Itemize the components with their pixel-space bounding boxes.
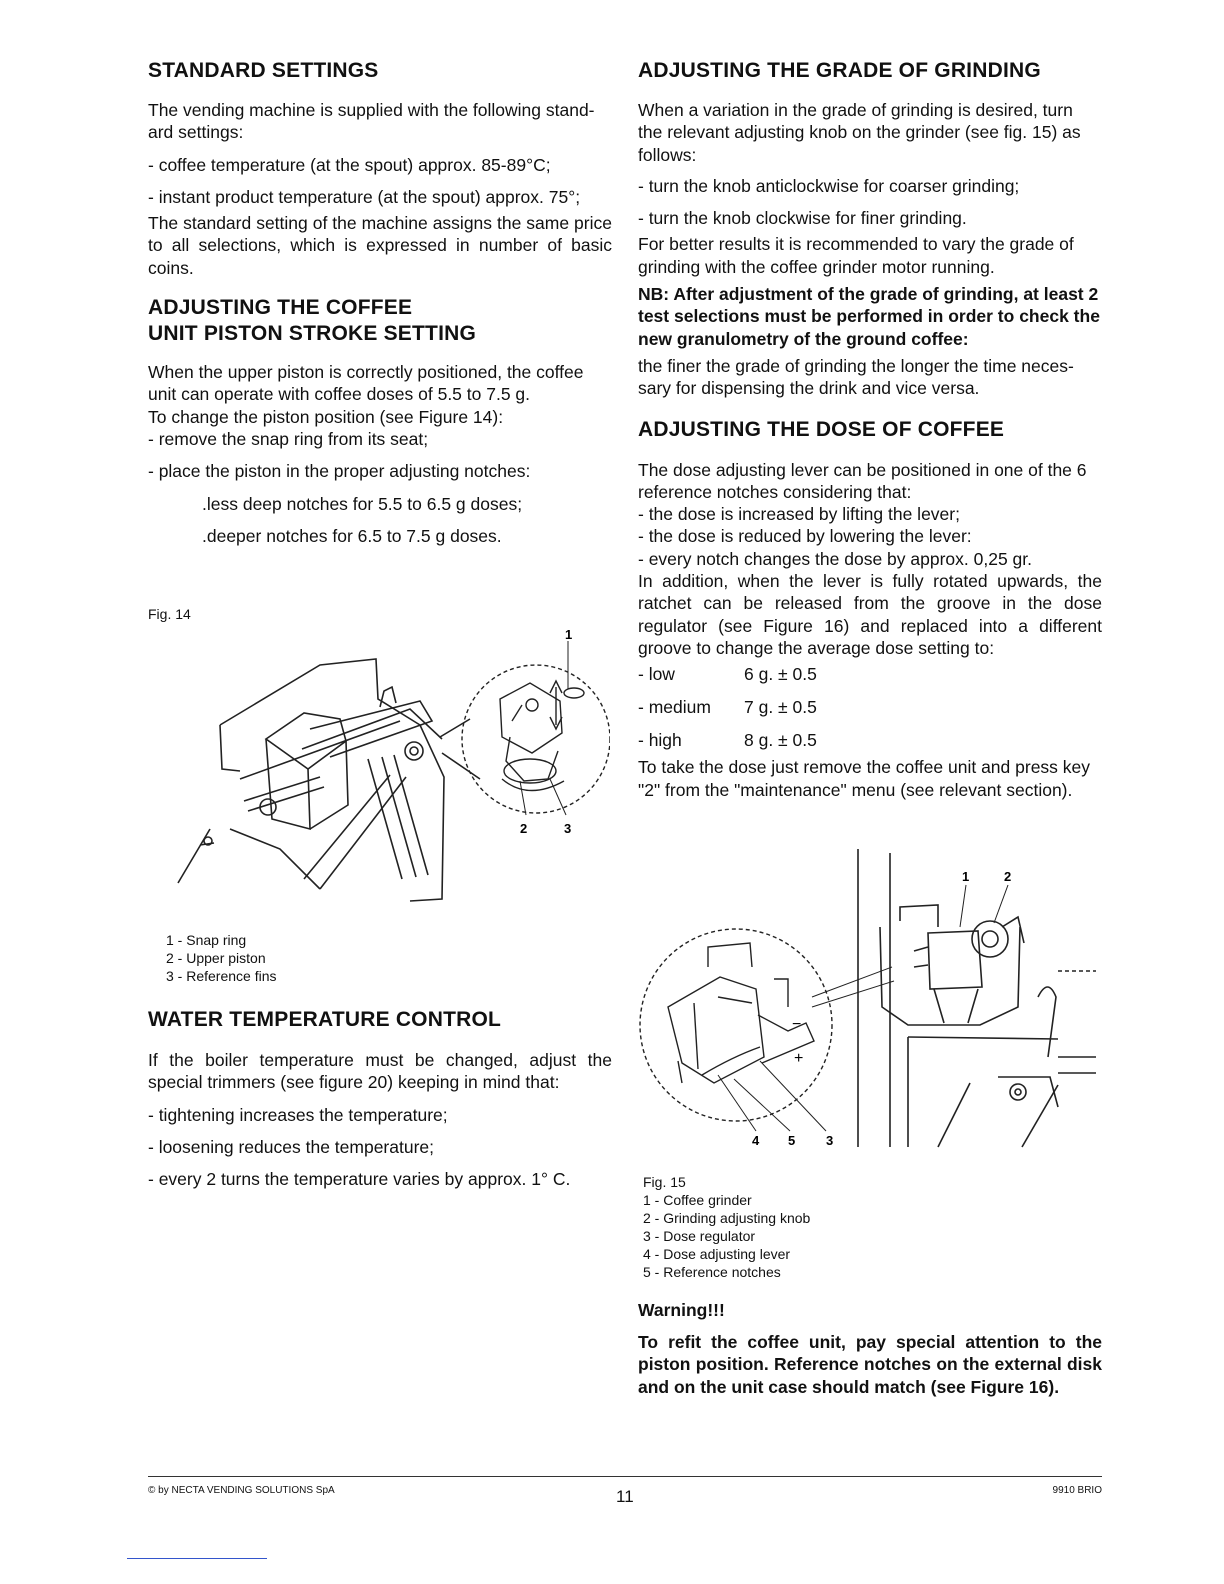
- fig15-legend-item: 5 - Reference notches: [643, 1263, 781, 1280]
- less-deep-notches-item: .less deep notches for 5.5 to 6.5 g doses;: [202, 493, 523, 514]
- detail-magnifier: [462, 665, 610, 813]
- dose-row-low: [638, 663, 1102, 685]
- grinding-heading: ADJUSTING THE GRADE OF GRINDING: [638, 59, 1041, 82]
- warning-title: Warning!!!: [638, 1299, 725, 1320]
- warning-text: To refit the coffee unit, pay special attention to the piston position. Reference notches on the external disk and on the unit case should match (see Figure 16).: [638, 1332, 1102, 1397]
- fig15-plus-sign: +: [794, 1049, 804, 1067]
- piston-intro: When the upper piston is correctly positioned, the coffee unit can operate with coffee doses of 5.5 to 7.5 g.: [148, 362, 584, 405]
- dose-intro: The dose adjusting lever can be positioned in one of the 6 reference notches considering that:: [638, 459, 1087, 502]
- dose-take-paragraph: To take the dose just remove the coffee unit and press key "2" from the "maintenance" menu (see relevant section).: [638, 757, 1091, 800]
- loosening-item: - loosening reduces the temperature;: [148, 1137, 434, 1158]
- bottom-underline: [127, 1558, 267, 1559]
- footer-copyright: © by NECTA VENDING SOLUTIONS SpA: [148, 1485, 335, 1496]
- turns-item: - every 2 turns the temperature varies by approx. 1° C.: [148, 1169, 571, 1190]
- piston-change-intro: To change the piston position (see Figure 14):: [148, 406, 504, 427]
- clockwise-item: - turn the knob clockwise for finer grinding.: [638, 208, 967, 229]
- fig14-legend: [166, 931, 612, 985]
- fig14-legend-item: 3 - Reference fins: [166, 968, 277, 985]
- grinder-drawing: [858, 849, 1096, 1147]
- fig15-illustration: [638, 847, 1102, 1167]
- fig15-label: Fig. 15: [643, 1173, 686, 1190]
- fig14-callout-1: 1: [565, 629, 573, 643]
- dose-heading: ADJUSTING THE DOSE OF COFFEE: [638, 417, 1005, 441]
- deeper-notches-item: .deeper notches for 6.5 to 7.5 g doses.: [202, 525, 502, 546]
- fig15-callout-4: 4: [752, 1132, 760, 1148]
- dose-notch-item: - every notch changes the dose by approx. 0,25 gr.: [638, 548, 1032, 569]
- dose-value: 7 g. ± 0.5: [744, 697, 817, 718]
- fig14-callout-2: 2: [520, 821, 528, 837]
- fig14-label: Fig. 14: [148, 606, 191, 623]
- grinding-nb: NB: After adjustment of the grade of grinding, at least 2 test selections must be performed in order to check the new granulometry of the ground coffee:: [638, 284, 1100, 349]
- piston-stroke-heading-line1: ADJUSTING THE COFFEE: [148, 296, 413, 320]
- dose-value: 6 g. ± 0.5: [744, 664, 817, 685]
- page-number: 11: [616, 1487, 634, 1506]
- fig15-legend-item: 3 - Dose regulator: [643, 1227, 756, 1244]
- water-temp-heading: WATER TEMPERATURE CONTROL: [148, 1008, 502, 1032]
- dose-regulator-magnifier: [640, 929, 832, 1121]
- dose-row-high: [638, 729, 1102, 751]
- fig14-legend-item: 2 - Upper piston: [166, 950, 266, 967]
- fig15-legend-item: 4 - Dose adjusting lever: [643, 1245, 791, 1262]
- fig15-legend: [643, 1191, 1102, 1281]
- dose-ratchet-paragraph: In addition, when the lever is fully rotated upwards, the ratchet can be released from the groove in the dose regulator (see Figure 16) and replaced into a different groove to change the average dose setting to:: [638, 571, 1102, 658]
- fig14-illustration: [170, 629, 610, 929]
- remove-snap-ring-item: - remove the snap ring from its seat;: [148, 428, 429, 449]
- fig15-minus-sign: −: [792, 1015, 802, 1033]
- dose-value: 8 g. ± 0.5: [744, 730, 817, 751]
- grinding-time-paragraph: the finer the grade of grinding the longer the time neces-sary for dispensing the drink and vice versa.: [638, 355, 1074, 399]
- instant-temp-item: - instant product temperature (at the spout) approx. 75°;: [148, 186, 581, 207]
- piston-stroke-heading: [148, 295, 612, 347]
- dose-label: - medium: [638, 697, 711, 718]
- dose-row-medium: [638, 696, 1102, 718]
- fig15-callout-2: 2: [1004, 868, 1012, 884]
- coffee-unit-drawing: [178, 659, 480, 901]
- standard-settings-heading: STANDARD SETTINGS: [148, 59, 379, 82]
- dose-label: - high: [638, 730, 682, 751]
- anticlockwise-item: - turn the knob anticlockwise for coarser grinding;: [638, 175, 1020, 196]
- footer-model: 9910 BRIO: [1052, 1485, 1102, 1496]
- dose-label: - low: [638, 664, 675, 685]
- right-column: [638, 58, 1102, 1398]
- water-temp-intro: If the boiler temperature must be changed, adjust the special trimmers (see figure 20) keeping in mind that:: [148, 1050, 612, 1093]
- fig15-callout-3: 3: [826, 1132, 834, 1148]
- grinding-motor-paragraph: For better results it is recommended to vary the grade of grinding with the coffee grinder motor running.: [638, 234, 1074, 277]
- fig14-leader-2: [520, 781, 526, 815]
- grinding-intro: When a variation in the grade of grinding is desired, turn the relevant adjusting knob on the grinder (see fig. 15) as follows:: [638, 100, 1081, 165]
- fig15-legend-item: 1 - Coffee grinder: [643, 1191, 752, 1208]
- dose-reduce-item: - the dose is reduced by lowering the lever:: [638, 526, 972, 547]
- fig15-callout-5: 5: [788, 1132, 796, 1148]
- place-piston-item: - place the piston in the proper adjusting notches:: [148, 461, 531, 482]
- coffee-temp-item: - coffee temperature (at the spout) approx. 85-89°C;: [148, 154, 551, 175]
- fig14-legend-item: 1 - Snap ring: [166, 932, 247, 949]
- left-column: [148, 58, 612, 1191]
- piston-stroke-heading-line2: UNIT PISTON STROKE SETTING: [148, 322, 477, 346]
- fig14-callout-3: 3: [564, 821, 572, 837]
- standard-settings-intro: The vending machine is supplied with the following stand-ard settings:: [148, 100, 595, 143]
- fig15-legend-item: 2 - Grinding adjusting knob: [643, 1209, 811, 1226]
- tightening-item: - tightening increases the temperature;: [148, 1104, 448, 1125]
- standard-price-paragraph: The standard setting of the machine assigns the same price to all selections, which is expressed in number of basic coins.: [148, 213, 612, 278]
- dose-increase-item: - the dose is increased by lifting the lever;: [638, 504, 960, 525]
- fig15-callout-1: 1: [962, 868, 970, 884]
- page-footer: [148, 1476, 1102, 1506]
